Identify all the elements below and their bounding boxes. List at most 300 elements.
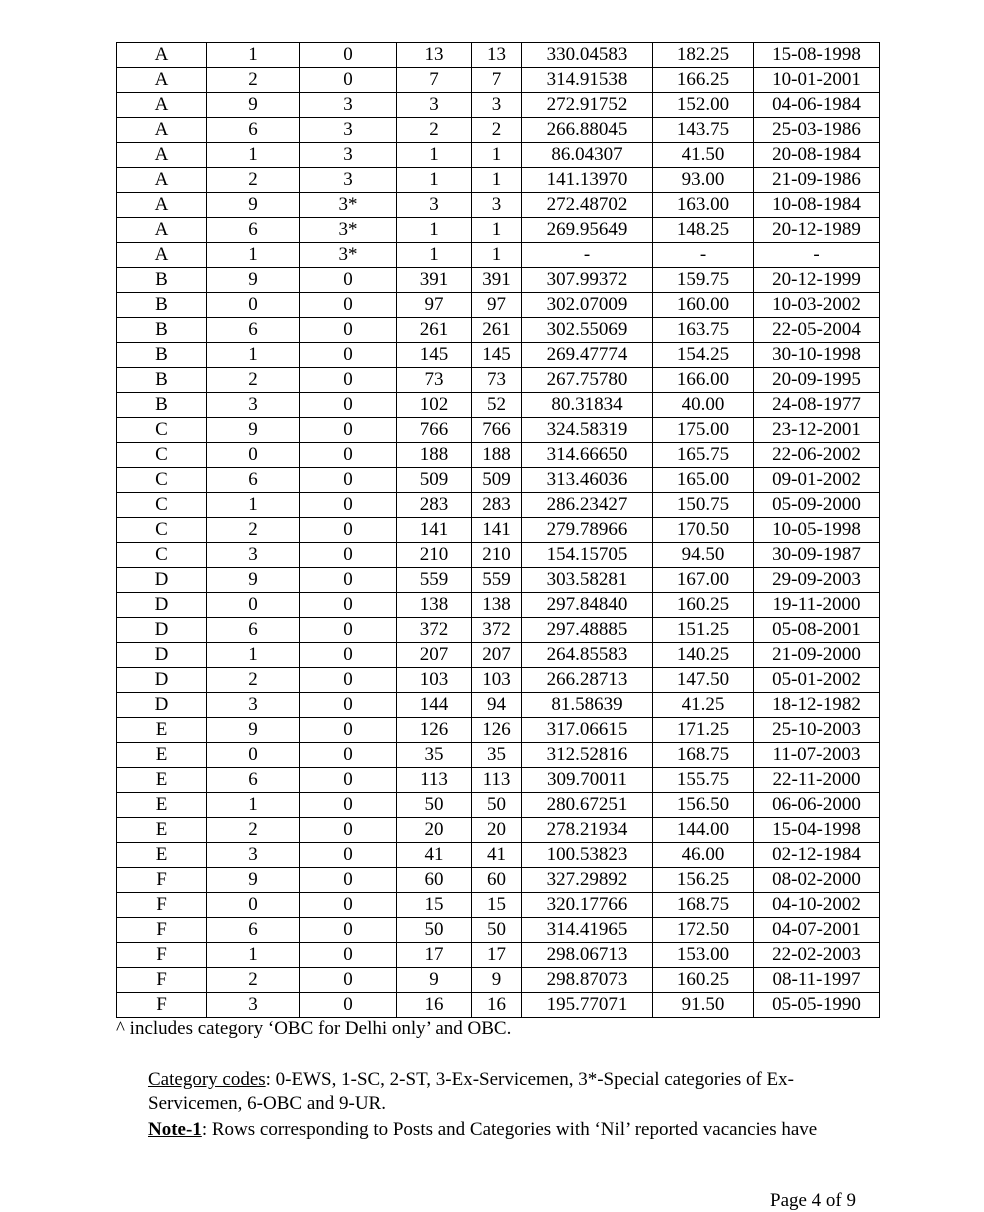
table-cell: F [117, 868, 207, 893]
table-row [117, 168, 880, 193]
table-cell: 08-02-2000 [754, 868, 880, 893]
table-cell: C [117, 493, 207, 518]
table-cell: 144 [397, 693, 472, 718]
note-1-label: Note-1 [148, 1119, 202, 1140]
table-cell: A [117, 43, 207, 68]
table-row [117, 618, 880, 643]
table-cell: 302.07009 [522, 293, 653, 318]
table-cell: 0 [300, 993, 397, 1018]
table-cell: 11-07-2003 [754, 743, 880, 768]
table-cell: 20-09-1995 [754, 368, 880, 393]
table-cell: 0 [300, 643, 397, 668]
table-cell: F [117, 993, 207, 1018]
table-cell: 168.75 [653, 743, 754, 768]
table-cell: 05-05-1990 [754, 993, 880, 1018]
table-row [117, 343, 880, 368]
table-row [117, 693, 880, 718]
table-cell: 3 [397, 193, 472, 218]
table-row [117, 93, 880, 118]
table-cell: 0 [300, 418, 397, 443]
table-cell: 6 [207, 318, 300, 343]
table-cell: 1 [207, 793, 300, 818]
table-row [117, 318, 880, 343]
table-cell: 309.70011 [522, 768, 653, 793]
table-cell: C [117, 468, 207, 493]
table-cell: 100.53823 [522, 843, 653, 868]
table-cell: 9 [207, 418, 300, 443]
table-row [117, 393, 880, 418]
table-cell: 9 [207, 868, 300, 893]
table-cell: 24-08-1977 [754, 393, 880, 418]
table-cell: A [117, 143, 207, 168]
table-cell: E [117, 743, 207, 768]
table-cell: 0 [300, 618, 397, 643]
table-cell: 6 [207, 768, 300, 793]
table-cell: 2 [207, 968, 300, 993]
table-cell: 46.00 [653, 843, 754, 868]
table-cell: 3 [300, 93, 397, 118]
table-cell: A [117, 218, 207, 243]
table-cell: 160.25 [653, 968, 754, 993]
table-cell: 2 [207, 668, 300, 693]
table-cell: 372 [472, 618, 522, 643]
table-row [117, 293, 880, 318]
table-cell: 80.31834 [522, 393, 653, 418]
table-cell: 40.00 [653, 393, 754, 418]
table-cell: 126 [397, 718, 472, 743]
table-cell: 20-12-1989 [754, 218, 880, 243]
table-cell: 113 [397, 768, 472, 793]
table-cell: 35 [397, 743, 472, 768]
table-cell: 91.50 [653, 993, 754, 1018]
table-cell: 165.75 [653, 443, 754, 468]
table-row [117, 918, 880, 943]
table-cell: F [117, 943, 207, 968]
table-cell: 372 [397, 618, 472, 643]
table-cell: 21-09-1986 [754, 168, 880, 193]
table-cell: 1 [207, 943, 300, 968]
table-row [117, 143, 880, 168]
table-cell: 298.06713 [522, 943, 653, 968]
table-cell: 50 [397, 918, 472, 943]
table-cell: 17 [397, 943, 472, 968]
table-cell: 172.50 [653, 918, 754, 943]
table-cell: 6 [207, 918, 300, 943]
table-row [117, 218, 880, 243]
table-cell: 152.00 [653, 93, 754, 118]
table-cell: 30-10-1998 [754, 343, 880, 368]
table-cell: 0 [300, 768, 397, 793]
page-number: Page 4 of 9 [770, 1190, 857, 1211]
table-cell: 141.13970 [522, 168, 653, 193]
table-cell: 144.00 [653, 818, 754, 843]
table-cell: 195.77071 [522, 993, 653, 1018]
table-cell: 05-08-2001 [754, 618, 880, 643]
table-cell: 156.25 [653, 868, 754, 893]
table-cell: 0 [207, 293, 300, 318]
table-cell: 314.41965 [522, 918, 653, 943]
table-cell: 97 [472, 293, 522, 318]
table-cell: 314.66650 [522, 443, 653, 468]
table-cell: 0 [300, 293, 397, 318]
table-cell: 3 [397, 93, 472, 118]
table-cell: 126 [472, 718, 522, 743]
results-table [116, 42, 880, 1018]
table-cell: 266.88045 [522, 118, 653, 143]
table-cell: 167.00 [653, 568, 754, 593]
table-cell: 16 [397, 993, 472, 1018]
table-cell: 264.85583 [522, 643, 653, 668]
table-cell: 1 [207, 643, 300, 668]
table-cell: 10-08-1984 [754, 193, 880, 218]
table-cell: 269.47774 [522, 343, 653, 368]
table-cell: 9 [397, 968, 472, 993]
table-cell: 13 [397, 43, 472, 68]
table-row [117, 118, 880, 143]
table-cell: 6 [207, 218, 300, 243]
table-cell: F [117, 893, 207, 918]
table-cell: A [117, 193, 207, 218]
table-cell: 41 [397, 843, 472, 868]
table-cell: 20 [397, 818, 472, 843]
table-cell: 0 [207, 593, 300, 618]
table-cell: 9 [207, 718, 300, 743]
table-cell: 3 [207, 843, 300, 868]
table-cell: 6 [207, 118, 300, 143]
table-cell: B [117, 293, 207, 318]
table-cell: 0 [300, 518, 397, 543]
table-cell: 0 [300, 343, 397, 368]
table-row [117, 368, 880, 393]
table-cell: 73 [472, 368, 522, 393]
category-codes-note [148, 1068, 848, 1116]
table-cell: 175.00 [653, 418, 754, 443]
table-cell: 166.00 [653, 368, 754, 393]
table-cell: A [117, 68, 207, 93]
table-cell: 0 [300, 943, 397, 968]
table-cell: 0 [300, 268, 397, 293]
table-cell: 327.29892 [522, 868, 653, 893]
table-cell: 280.67251 [522, 793, 653, 818]
table-cell: 302.55069 [522, 318, 653, 343]
category-codes-text: : 0-EWS, 1-SC, 2-ST, 3-Ex-Servicemen, 3*-Special categories of Ex-Servicemen, 6-OBC and 9-UR. [148, 1069, 794, 1114]
table-row [117, 418, 880, 443]
table-cell: 261 [472, 318, 522, 343]
table-cell: 207 [472, 643, 522, 668]
table-row [117, 843, 880, 868]
table-cell: - [653, 243, 754, 268]
table-cell: 0 [300, 868, 397, 893]
table-cell: 3 [207, 993, 300, 1018]
table-cell: 1 [472, 218, 522, 243]
table-cell: 25-10-2003 [754, 718, 880, 743]
table-cell: 330.04583 [522, 43, 653, 68]
table-cell: 141 [397, 518, 472, 543]
table-row [117, 493, 880, 518]
table-cell: 15-08-1998 [754, 43, 880, 68]
table-cell: 307.99372 [522, 268, 653, 293]
table-cell: 1 [472, 168, 522, 193]
table-cell: 0 [300, 568, 397, 593]
table-row [117, 243, 880, 268]
table-cell: 103 [472, 668, 522, 693]
table-cell: 163.00 [653, 193, 754, 218]
table-cell: 23-12-2001 [754, 418, 880, 443]
table-cell: 0 [300, 443, 397, 468]
table-cell: 303.58281 [522, 568, 653, 593]
table-cell: 10-05-1998 [754, 518, 880, 543]
table-cell: 41 [472, 843, 522, 868]
table-cell: 04-06-1984 [754, 93, 880, 118]
table-cell: 314.91538 [522, 68, 653, 93]
table-cell: 317.06615 [522, 718, 653, 743]
table-cell: 1 [472, 143, 522, 168]
table-cell: D [117, 668, 207, 693]
table-cell: 1 [207, 493, 300, 518]
table-cell: 159.75 [653, 268, 754, 293]
table-cell: 0 [300, 918, 397, 943]
note-1 [148, 1118, 868, 1142]
table-cell: 3 [472, 193, 522, 218]
table-cell: 0 [300, 743, 397, 768]
table-cell: B [117, 318, 207, 343]
table-row [117, 518, 880, 543]
table-cell: 143.75 [653, 118, 754, 143]
table-cell: 3 [300, 118, 397, 143]
table-cell: 50 [397, 793, 472, 818]
table-row [117, 743, 880, 768]
table-cell: 3 [300, 143, 397, 168]
table-cell: C [117, 543, 207, 568]
table-cell: 7 [397, 68, 472, 93]
table-cell: 154.25 [653, 343, 754, 368]
table-cell: 21-09-2000 [754, 643, 880, 668]
table-cell: E [117, 818, 207, 843]
table-cell: 2 [397, 118, 472, 143]
table-cell: 298.87073 [522, 968, 653, 993]
table-cell: F [117, 968, 207, 993]
table-cell: 20-12-1999 [754, 268, 880, 293]
table-cell: 147.50 [653, 668, 754, 693]
table-row [117, 543, 880, 568]
table-cell: 145 [472, 343, 522, 368]
table-cell: 06-06-2000 [754, 793, 880, 818]
table-cell: 210 [472, 543, 522, 568]
table-cell: 0 [300, 43, 397, 68]
table-cell: 297.84840 [522, 593, 653, 618]
table-cell: 86.04307 [522, 143, 653, 168]
table-cell: 0 [300, 68, 397, 93]
table-cell: 81.58639 [522, 693, 653, 718]
table-cell: - [754, 243, 880, 268]
table-cell: 151.25 [653, 618, 754, 643]
table-row [117, 443, 880, 468]
table-cell: 160.00 [653, 293, 754, 318]
table-cell: 150.75 [653, 493, 754, 518]
table-cell: B [117, 268, 207, 293]
table-cell: 3* [300, 243, 397, 268]
table-row [117, 568, 880, 593]
table-cell: D [117, 618, 207, 643]
table-cell: 286.23427 [522, 493, 653, 518]
table-cell: C [117, 518, 207, 543]
table-cell: 210 [397, 543, 472, 568]
table-cell: 145 [397, 343, 472, 368]
table-cell: E [117, 768, 207, 793]
table-cell: 15 [472, 893, 522, 918]
table-cell: 3 [472, 93, 522, 118]
table-cell: 165.00 [653, 468, 754, 493]
table-row [117, 968, 880, 993]
table-cell: 3* [300, 218, 397, 243]
table-cell: 93.00 [653, 168, 754, 193]
table-cell: 0 [300, 318, 397, 343]
table-cell: 10-01-2001 [754, 68, 880, 93]
table-cell: 9 [472, 968, 522, 993]
table-cell: 10-03-2002 [754, 293, 880, 318]
table-cell: 0 [300, 493, 397, 518]
table-cell: 207 [397, 643, 472, 668]
table-cell: 1 [207, 343, 300, 368]
table-cell: 25-03-1986 [754, 118, 880, 143]
table-cell: C [117, 418, 207, 443]
note-1-text: : Rows corresponding to Posts and Categories with ‘Nil’ reported vacancies have [201, 1119, 818, 1140]
table-row [117, 718, 880, 743]
table-cell: 182.25 [653, 43, 754, 68]
table-cell: 156.50 [653, 793, 754, 818]
table-cell: 16 [472, 993, 522, 1018]
table-cell: 0 [300, 843, 397, 868]
table-cell: 168.75 [653, 893, 754, 918]
table-cell: 0 [300, 668, 397, 693]
table-cell: 509 [397, 468, 472, 493]
table-cell: 272.91752 [522, 93, 653, 118]
table-cell: A [117, 243, 207, 268]
table-cell: 97 [397, 293, 472, 318]
table-cell: 154.15705 [522, 543, 653, 568]
table-row [117, 68, 880, 93]
table-cell: 20-08-1984 [754, 143, 880, 168]
table-cell: 22-11-2000 [754, 768, 880, 793]
table-cell: 261 [397, 318, 472, 343]
table-cell: 3 [207, 693, 300, 718]
table-cell: E [117, 793, 207, 818]
table-cell: 188 [472, 443, 522, 468]
table-cell: 3 [207, 543, 300, 568]
table-cell: 140.25 [653, 643, 754, 668]
table-cell: 0 [300, 368, 397, 393]
table-cell: 41.25 [653, 693, 754, 718]
table-cell: D [117, 568, 207, 593]
table-row [117, 193, 880, 218]
table-cell: 160.25 [653, 593, 754, 618]
table-cell: 04-10-2002 [754, 893, 880, 918]
table-cell: 559 [397, 568, 472, 593]
table-cell: 166.25 [653, 68, 754, 93]
table-cell: 09-01-2002 [754, 468, 880, 493]
category-codes-label: Category codes [148, 1069, 266, 1090]
table-cell: 153.00 [653, 943, 754, 968]
table-cell: 50 [472, 793, 522, 818]
table-cell: 138 [397, 593, 472, 618]
table-cell: 9 [207, 193, 300, 218]
table-cell: 297.48885 [522, 618, 653, 643]
table-cell: 9 [207, 568, 300, 593]
table-cell: 0 [300, 818, 397, 843]
table-cell: 2 [207, 68, 300, 93]
table-cell: 272.48702 [522, 193, 653, 218]
table-row [117, 468, 880, 493]
table-cell: 0 [300, 718, 397, 743]
table-cell: D [117, 643, 207, 668]
table-cell: 15-04-1998 [754, 818, 880, 843]
table-cell: 559 [472, 568, 522, 593]
table-cell: A [117, 93, 207, 118]
table-cell: 18-12-1982 [754, 693, 880, 718]
table-cell: 22-06-2002 [754, 443, 880, 468]
table-cell: 19-11-2000 [754, 593, 880, 618]
table-cell: 0 [300, 393, 397, 418]
table-cell: 0 [207, 443, 300, 468]
table-cell: 0 [300, 468, 397, 493]
table-cell: 766 [397, 418, 472, 443]
table-cell: 163.75 [653, 318, 754, 343]
table-cell: 73 [397, 368, 472, 393]
table-cell: 04-07-2001 [754, 918, 880, 943]
table-cell: 1 [472, 243, 522, 268]
table-cell: 0 [207, 743, 300, 768]
table-cell: 6 [207, 618, 300, 643]
table-row [117, 943, 880, 968]
table-cell: 0 [300, 693, 397, 718]
table-cell: 94 [472, 693, 522, 718]
table-row [117, 893, 880, 918]
table-cell: 9 [207, 93, 300, 118]
table-cell: B [117, 343, 207, 368]
table-cell: 60 [472, 868, 522, 893]
table-cell: 02-12-1984 [754, 843, 880, 868]
table-cell: 1 [207, 43, 300, 68]
table-cell: 113 [472, 768, 522, 793]
table-cell: 171.25 [653, 718, 754, 743]
table-cell: 320.17766 [522, 893, 653, 918]
table-cell: 3 [300, 168, 397, 193]
table-cell: 52 [472, 393, 522, 418]
table-cell: 391 [472, 268, 522, 293]
table-cell: 138 [472, 593, 522, 618]
table-cell: 15 [397, 893, 472, 918]
table-cell: C [117, 443, 207, 468]
table-cell: 13 [472, 43, 522, 68]
table-cell: - [522, 243, 653, 268]
table-cell: 05-09-2000 [754, 493, 880, 518]
table-cell: A [117, 168, 207, 193]
table-cell: 05-01-2002 [754, 668, 880, 693]
table-row [117, 268, 880, 293]
table-row [117, 768, 880, 793]
table-cell: 312.52816 [522, 743, 653, 768]
table-cell: 283 [472, 493, 522, 518]
table-cell: 279.78966 [522, 518, 653, 543]
table-row [117, 818, 880, 843]
table-cell: 0 [300, 543, 397, 568]
footnote: ^ includes category ‘OBC for Delhi only’ and OBC. [116, 1018, 512, 1039]
table-cell: 6 [207, 468, 300, 493]
table-cell: D [117, 593, 207, 618]
table-cell: 102 [397, 393, 472, 418]
table-cell: 766 [472, 418, 522, 443]
table-cell: 313.46036 [522, 468, 653, 493]
